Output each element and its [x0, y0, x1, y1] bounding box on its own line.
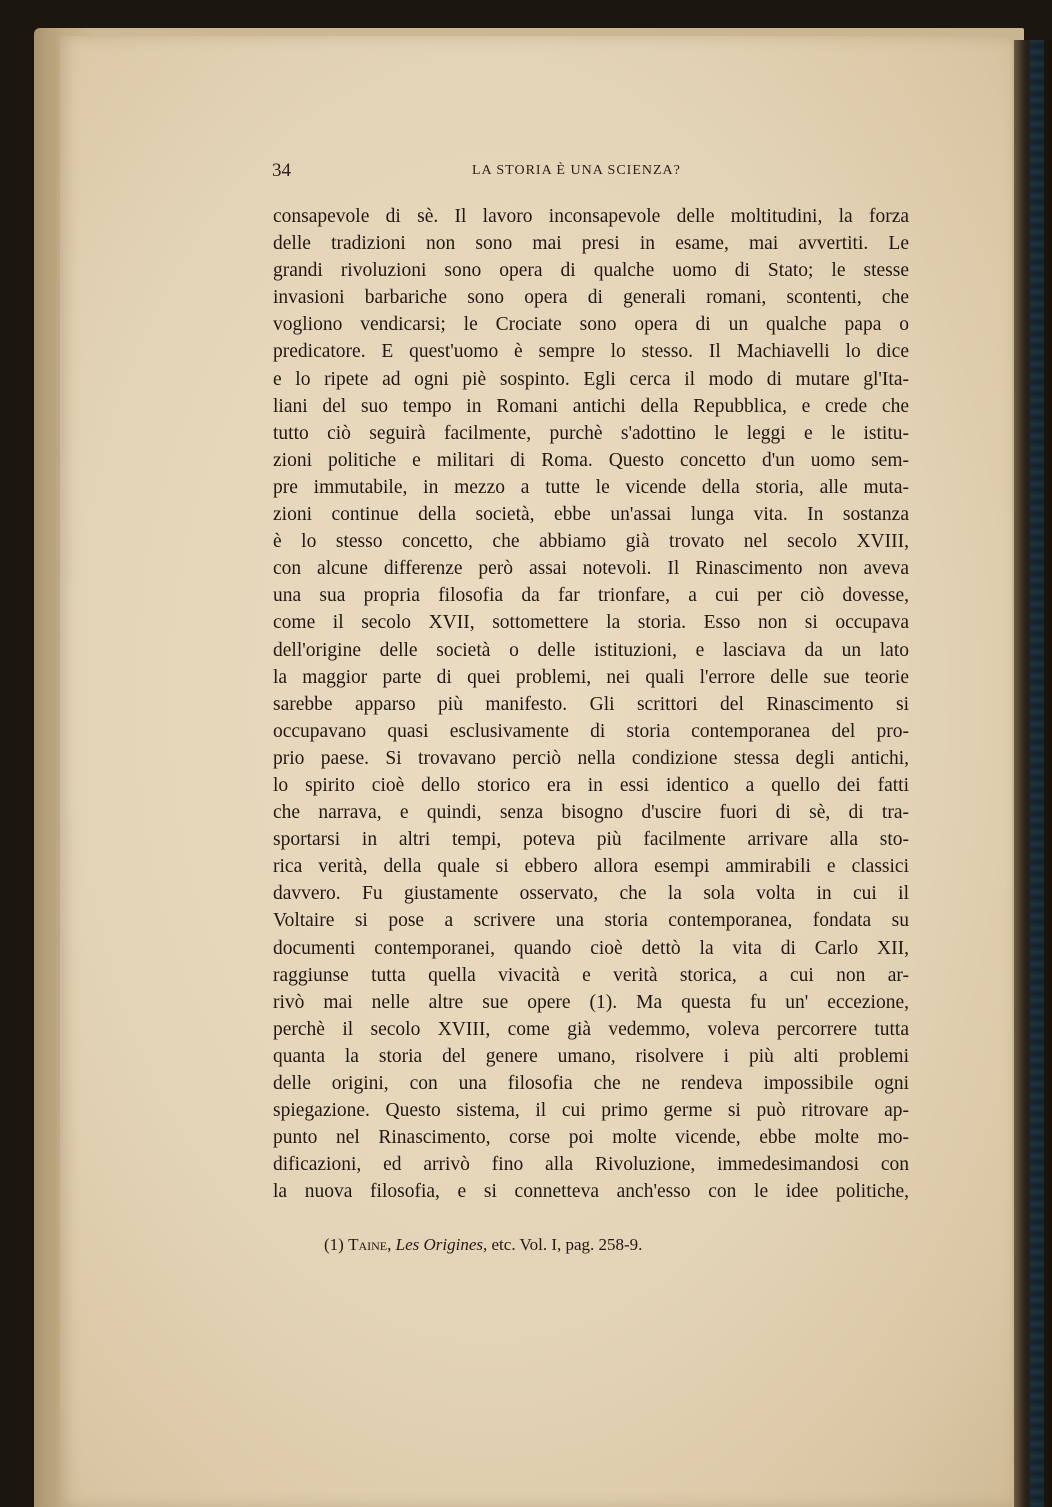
- footnote-marker: (1): [324, 1235, 349, 1254]
- running-head: [272, 160, 708, 186]
- text-line: delle tradizioni non sono mai presi in esame, mai avvertiti. Le: [273, 233, 909, 255]
- text-line: pre immutabile, in mezzo a tutte le vicende della storia, alle muta-: [273, 476, 909, 498]
- footnote-title: Les Origines,: [395, 1235, 492, 1254]
- text-line: zioni continue della società, ebbe un'assai lunga vita. In sostanza: [273, 504, 909, 526]
- footnote-author: Taine,: [348, 1235, 396, 1254]
- running-title: LA STORIA È UNA SCIENZA?: [472, 163, 681, 178]
- text-line: e lo ripete ad ogni piè sospinto. Egli cerca il modo di mutare gl'Ita-: [273, 368, 909, 390]
- text-line: tutto ciò seguirà facilmente, purchè s'adottino le leggi e le istitu-: [273, 422, 909, 444]
- text-line: con alcune differenze però assai notevoli. Il Rinascimento non aveva: [273, 558, 909, 580]
- text-line: la nuova filosofia, e si connetteva anch'esso con le idee politiche,: [273, 1181, 909, 1203]
- text-line: sportarsi in altri tempi, poteva più facilmente arrivare alla sto-: [273, 829, 909, 851]
- text-line: spiegazione. Questo sistema, il cui primo germe si può ritrovare ap-: [273, 1100, 909, 1122]
- text-line: una sua propria filosofia da far trionfare, a cui per ciò dovesse,: [273, 585, 909, 607]
- text-line: come il secolo XVII, sottomettere la storia. Esso non si occupava: [273, 612, 909, 634]
- text-line: vogliono vendicarsi; le Crociate sono opera di un qualche papa o: [273, 314, 909, 336]
- body-text: [273, 203, 909, 1205]
- text-line: predicatore. E quest'uomo è sempre lo stesso. Il Machiavelli lo dice: [273, 341, 909, 363]
- text-line: occupavano quasi esclusivamente di storia contemporanea del pro-: [273, 720, 909, 742]
- text-line: delle origini, con una filosofia che ne rendeva impossibile ogni: [273, 1073, 909, 1094]
- text-line: davvero. Fu giustamente osservato, che la sola volta in cui il: [273, 883, 909, 905]
- text-line: la maggior parte di quei problemi, nei quali l'errore delle sue teorie: [273, 666, 909, 688]
- cover-binding-stripe: [1030, 40, 1044, 1507]
- footnote-rest: etc. Vol. I, pag. 258-9.: [491, 1235, 643, 1254]
- text-line: consapevole di sè. Il lavoro inconsapevole delle moltitudini, la forza: [273, 206, 909, 227]
- text-line: rivò mai nelle altre sue opere (1). Ma questa fu un' eccezione,: [273, 991, 909, 1013]
- text-line: grandi rivoluzioni sono opera di qualche uomo di Stato; le stesse: [273, 260, 909, 282]
- page-number: 34: [272, 160, 291, 181]
- text-line: dificazioni, ed arrivò fino alla Rivoluzione, immedesimandosi con: [273, 1154, 909, 1176]
- text-line: Voltaire si pose a scrivere una storia contemporanea, fondata su: [273, 910, 909, 932]
- text-line: raggiunse tutta quella vivacità e verità storica, a cui non ar-: [273, 964, 909, 986]
- text-line: perchè il secolo XVIII, come già vedemmo, voleva percorrere tutta: [273, 1018, 909, 1040]
- footnote: [324, 1235, 642, 1255]
- text-line: punto nel Rinascimento, corse poi molte vicende, ebbe molte mo-: [273, 1127, 909, 1149]
- text-line: quanta la storia del genere umano, risolvere i più alti problemi: [273, 1045, 909, 1067]
- text-line: dell'origine delle società o delle istituzioni, e lasciava da un lato: [273, 639, 909, 661]
- text-line: zioni politiche e militari di Roma. Questo concetto d'un uomo sem-: [273, 449, 909, 471]
- text-line: che narrava, e quindi, senza bisogno d'uscire fuori di sè, di tra-: [273, 802, 909, 824]
- text-line: è lo stesso concetto, che abbiamo già trovato nel secolo XVIII,: [273, 531, 909, 553]
- text-line: lo spirito cioè dello storico era in essi identico a quello dei fatti: [273, 774, 909, 796]
- text-line: rica verità, della quale si ebbero allora esempi ammirabili e classici: [273, 856, 909, 878]
- text-line: prio paese. Si trovavano perciò nella condizione stessa degli antichi,: [273, 747, 909, 769]
- text-line: documenti contemporanei, quando cioè dettò la vita di Carlo XII,: [273, 937, 909, 959]
- text-line: invasioni barbariche sono opera di generali romani, scontenti, che: [273, 287, 909, 309]
- text-line: sarebbe apparso più manifesto. Gli scrittori del Rinascimento si: [273, 693, 909, 715]
- text-line: liani del suo tempo in Romani antichi della Repubblica, e crede che: [273, 395, 909, 417]
